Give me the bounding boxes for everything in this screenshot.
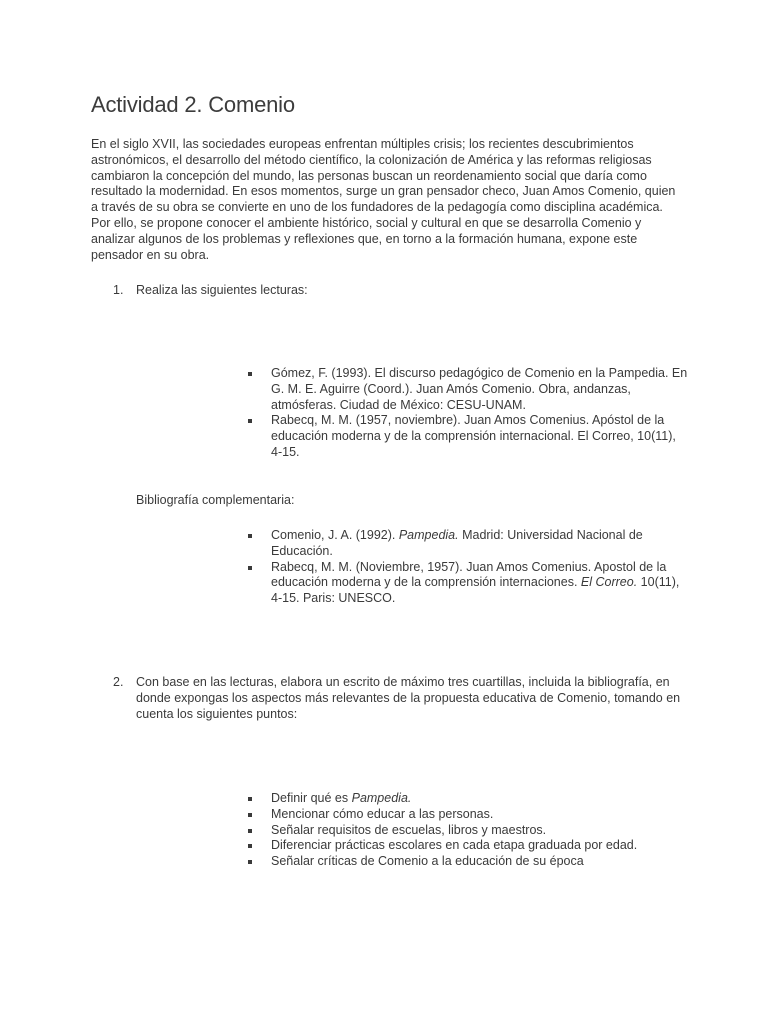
point-text: Mencionar cómo educar a las personas. — [271, 806, 494, 821]
bullet-icon — [248, 813, 252, 817]
citation-text: Rabecq, M. M. (Noviembre, 1957). Juan Amos Comenius. Apostol de la educación moderna y de la comprensión internaciones. — [271, 559, 667, 590]
list-item — [248, 791, 688, 807]
item-text: Con base en las lecturas, elabora un escrito de máximo tres cuartillas, incluida la bibliografía, en donde expongas los aspectos más relevantes de la propuesta educativa de Comenio, tomando en cuenta los siguientes puntos: — [136, 675, 681, 721]
item-number: 1. — [113, 283, 124, 297]
item-text: Realiza las siguientes lecturas: — [136, 283, 308, 297]
list-item — [248, 807, 688, 823]
citation-italic: El Correo. — [580, 575, 638, 590]
list-item — [248, 560, 688, 607]
point-text: Señalar requisitos de escuelas, libros y maestros. — [271, 822, 547, 837]
citation-italic: Pampedia. — [398, 528, 459, 542]
complementary-list — [248, 528, 688, 607]
page-title: Actividad 2. Comenio — [91, 92, 295, 117]
list-item — [248, 366, 688, 413]
bullet-icon — [248, 797, 252, 801]
bullet-icon — [248, 844, 252, 848]
citation-text: 10(11), 4-15. Paris: UNESCO. — [271, 575, 680, 606]
bullet-icon — [248, 372, 252, 376]
readings-list — [248, 366, 688, 461]
point-text: Definir qué es — [271, 791, 352, 805]
list-item — [248, 528, 688, 560]
bullet-icon — [248, 566, 252, 570]
list-item — [248, 823, 688, 839]
bullet-icon — [248, 534, 252, 538]
citation-text: Madrid: Universidad Nacional de Educación. — [271, 528, 643, 558]
list-item — [248, 838, 688, 854]
reading-text: Rabecq, M. M. (1957, noviembre). Juan Amos Comenius. Apóstol de la educación moderna y de la comprensión internacional. El Correo, 10(11), 4-15. — [271, 413, 676, 459]
bullet-icon — [248, 829, 252, 833]
point-italic: Pampedia. — [351, 791, 412, 805]
intro-paragraph: En el siglo XVII, las sociedades europeas enfrentan múltiples crisis; los recientes descubrimientos astronómicos, el desarrollo del método científico, la colonización de América y las reformas religiosas cambiaron la concepción del mundo, las personas buscan un reordenamiento social que daría como resultado la modernidad. En esos momentos, surge un gran pensador checo, Juan Amos Comenio, quien a través de su obra se convierte en uno de los fundadores de la pedagogía como disciplina académica. Por ello, se propone conocer el ambiente histórico, social y cultural en que se desarrolla Comenio y analizar algunos de los problemas y reflexiones que, en torno a la formación humana, expone este pensador en su obra. — [91, 137, 676, 262]
list-item — [248, 854, 688, 870]
point-text: Señalar críticas de Comenio a la educación de su época — [271, 854, 584, 869]
citation-text: Comenio, J. A. (1992). — [271, 528, 399, 542]
complementary-heading: Bibliografía complementaria: — [136, 493, 295, 507]
list-item — [248, 413, 688, 460]
point-text: Diferenciar prácticas escolares en cada etapa graduada por edad. — [271, 838, 638, 853]
reading-text: Gómez, F. (1993). El discurso pedagógico de Comenio en la Pampedia. En G. M. E. Aguirre (Coord.). Juan Amós Comenio. Obra, andanzas, atmósferas. Ciudad de México: CESU-UNAM. — [271, 366, 688, 412]
points-list — [248, 791, 688, 870]
bullet-icon — [248, 419, 252, 423]
item-number: 2. — [113, 675, 124, 689]
bullet-icon — [248, 860, 252, 864]
